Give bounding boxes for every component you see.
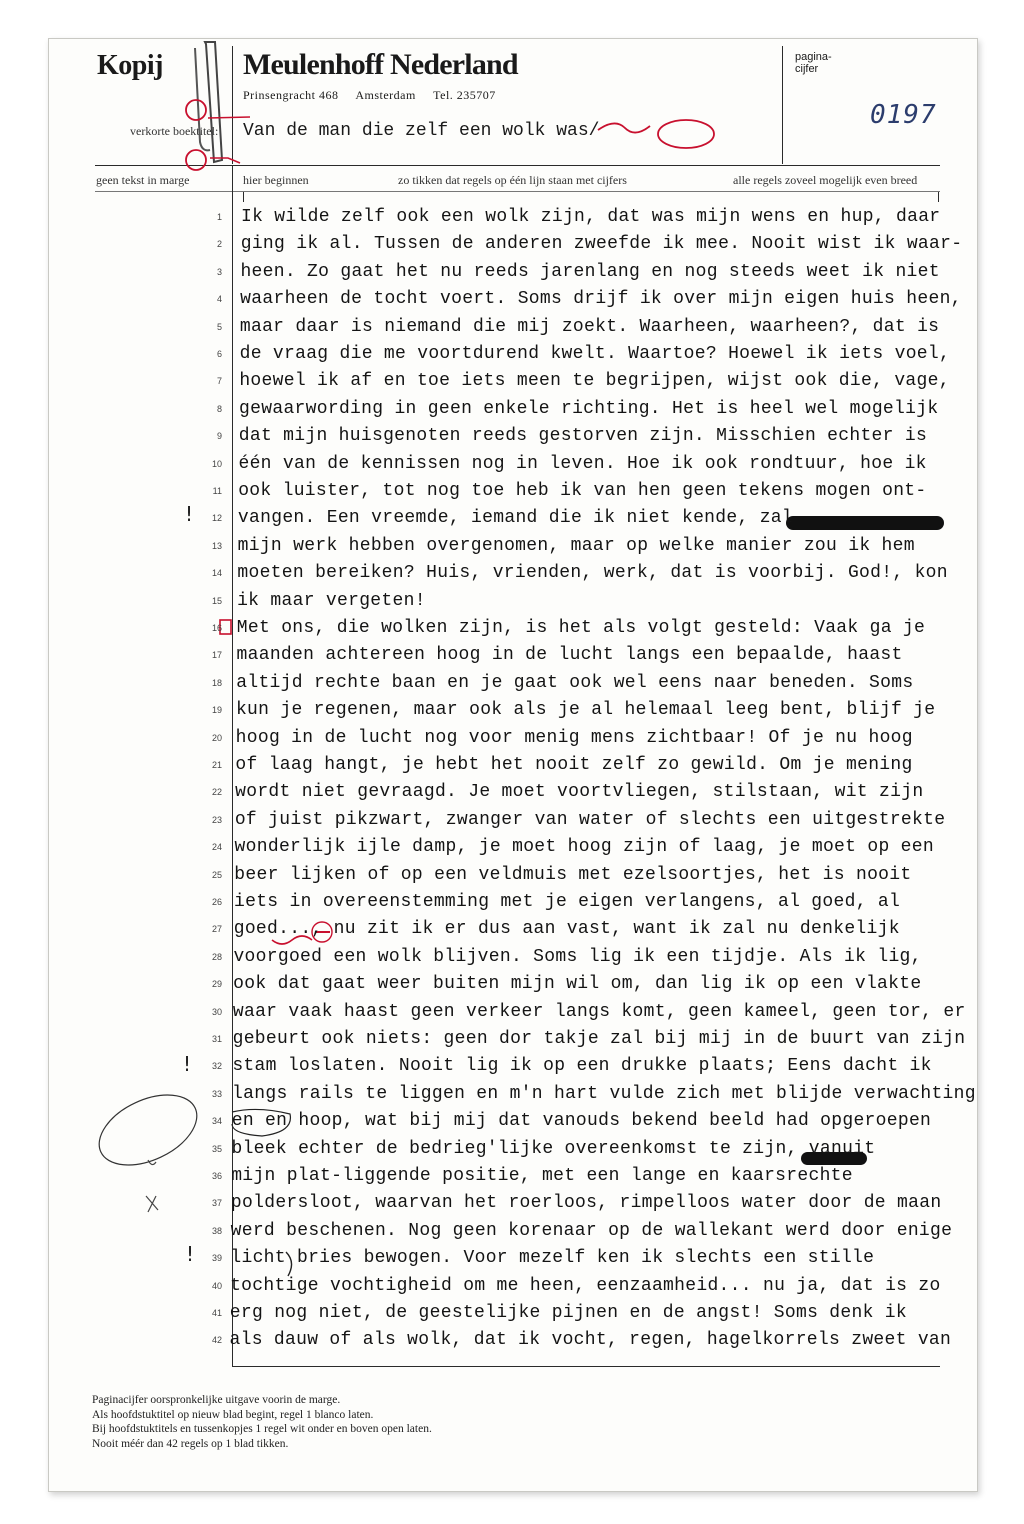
- typed-line: wordt niet gevraagd. Je moet voortvliegen, stilstaan, wit zijn: [235, 782, 924, 803]
- line-number: 39: [211, 1253, 222, 1264]
- typed-line: wonderlijk ijle damp, je moet hoog zijn of laag, je moet op een: [234, 837, 934, 858]
- pagina-box-rule: [782, 46, 783, 164]
- margin-exclamation-12: !: [185, 502, 194, 526]
- footer-line: Bij hoofdstuktitels en tussenkopjes 1 regel wit onder en boven open laten.: [92, 1423, 432, 1435]
- typed-line: moeten bereiken? Huis, vrienden, werk, dat is voorbij. God!, kon: [237, 563, 948, 584]
- typed-line: altijd rechte baan en je gaat ook wel eens naar beneden. Soms: [236, 672, 914, 693]
- line-number: 11: [212, 486, 222, 496]
- line-number: 25: [211, 869, 222, 880]
- line-number: 15: [211, 595, 222, 606]
- typed-line: of laag hangt, je hebt het nooit zelf zo gewild. Om je mening: [235, 755, 913, 775]
- typed-line: dat mijn huisgenoten reeds gestorven zijn. Misschien echter is: [238, 426, 928, 447]
- line-number: 13: [211, 540, 222, 551]
- guide-start: hier beginnen: [243, 173, 309, 187]
- line-number: 9: [216, 431, 222, 442]
- guide-numbers: zo tikken dat regels op één lijn staan met cijfers: [398, 173, 627, 187]
- footer-line: Nooit méér dan 42 regels op 1 blad tikken.: [92, 1437, 289, 1450]
- line-number: 28: [211, 951, 222, 962]
- typed-line: de vraag die me voortdurend kwelt. Waartoe? Hoewel ik iets voel,: [239, 344, 951, 364]
- pagina-label-line1: pagina-: [795, 51, 832, 63]
- publisher-address: [243, 88, 510, 103]
- pagina-label-line2: cijfer: [795, 63, 819, 75]
- typed-line: mijn werk hebben overgenomen, maar op welke manier zou ik hem: [237, 535, 915, 556]
- address-phone: Tel. 235707: [433, 88, 496, 102]
- line-number: 1: [216, 212, 222, 222]
- typed-line: iets in overeenstemming met je eigen verlangens, al goed, al: [234, 892, 901, 912]
- typed-line: één van de kennissen nog in leven. Hoe ik ook rondtuur, hoe ik: [238, 453, 927, 474]
- typed-line: waarheen de tocht voert. Soms drijf ik over mijn eigen huis heen,: [240, 289, 962, 310]
- typed-line: vangen. Een vreemde, iemand die ik niet kende, zal: [237, 508, 793, 529]
- margin-rule: [232, 166, 233, 1366]
- margin-exclamation-32: !: [183, 1052, 192, 1076]
- line-number: 17: [211, 650, 222, 661]
- typed-line: heen. Zo gaat het nu reeds jarenlang en nog steeds weet ik niet: [240, 261, 940, 282]
- line-number: 35: [211, 1143, 222, 1154]
- publisher-name: Meulenhoff Nederland: [243, 48, 518, 81]
- footer-line: Paginacijfer oorspronkelijke uitgave voorin de marge.: [92, 1394, 341, 1406]
- typed-line: ook dat gaat weer buiten mijn wil om, dan lig ik op een vlakte: [233, 974, 922, 995]
- line-number: 19: [211, 705, 222, 716]
- kopij-label: Kopij: [97, 50, 163, 81]
- typed-line: voorgoed een wolk blijven. Soms lig ik een tijdje. Als ik lig,: [233, 946, 922, 967]
- short-title-label: verkorte boektitel:: [130, 124, 219, 138]
- guides-bottom-rule: [95, 191, 940, 192]
- line-number: 7: [216, 376, 222, 387]
- line-number: 10: [211, 458, 222, 469]
- left-start-tick: [243, 192, 244, 202]
- header-bottom-rule: [95, 165, 940, 166]
- typed-line: werd beschenen. Nog geen korenaar op de wallekant werd door enige: [230, 1220, 953, 1241]
- address-street: Prinsengracht 468: [243, 88, 339, 102]
- typed-line: maanden achtereen hoog in de lucht langs een bepaalde, haast: [236, 645, 903, 666]
- line-number: 20: [211, 732, 222, 743]
- line-number: 24: [211, 842, 222, 853]
- line-number: 23: [211, 814, 222, 825]
- line-number: 41: [211, 1308, 222, 1318]
- margin-exclamation-39: !: [186, 1242, 195, 1266]
- typed-line: tochtige vochtigheid om me heen, eenzaamheid... nu ja, dat is zo: [230, 1275, 941, 1296]
- right-start-tick: [938, 192, 939, 202]
- line-number: 38: [211, 1225, 222, 1236]
- line-number: 14: [211, 568, 222, 579]
- typed-line: ook luister, tot nog toe heb ik van hen geen tekens mogen ont-: [238, 481, 927, 501]
- guide-margin: geen tekst in marge: [96, 173, 190, 187]
- footer-instructions: [92, 1393, 432, 1451]
- redaction-line12: [786, 516, 944, 530]
- typed-line: beer lijken of op een veldmuis met ezelsoortjes, het is nooit: [234, 864, 912, 885]
- line-number: 27: [211, 924, 222, 935]
- body-bottom-rule: [232, 1366, 940, 1367]
- typed-line: kun je regenen, maar ook als je al helemaal leeg bent, blijf je: [235, 700, 936, 721]
- footer-line: Als hoofdstuktitel op nieuw blad begint, regel 1 blanco laten.: [92, 1408, 374, 1421]
- typed-line: of juist pikzwart, zwanger van water of slechts een uitgestrekte: [234, 809, 946, 830]
- line-number: 5: [216, 321, 222, 332]
- line-number: 22: [211, 787, 222, 798]
- typed-line: Ik wilde zelf ook een wolk zijn, dat was mijn wens en hup, daar: [241, 207, 941, 227]
- line-number: 36: [211, 1171, 222, 1181]
- typed-line: langs rails te liggen en m'n hart vulde zich met blijde verwachting: [232, 1083, 976, 1104]
- typed-line: hoewel ik af en toe iets meen te begrijpen, wijst ook die, vage,: [239, 371, 950, 392]
- typed-line: ging ik al. Tussen de anderen zweefde ik mee. Nooit wist ik waar-: [240, 234, 963, 255]
- typed-line: Met ons, die wolken zijn, is het als volgt gesteld: Vaak ga je: [236, 618, 926, 638]
- typed-line: gebeurt ook niets: geen dor takje zal bij mij in de buurt van zijn: [232, 1029, 966, 1049]
- line-number: 16: [211, 623, 222, 633]
- line-number: 4: [216, 294, 222, 305]
- line-number: 33: [211, 1088, 222, 1099]
- short-title: Van de man die zelf een wolk was/: [243, 121, 600, 141]
- typed-line: als dauw of als wolk, dat ik vocht, regen, hagelkorrels zweet van: [229, 1330, 952, 1351]
- left-header-rule: [232, 46, 233, 164]
- line-number: 21: [211, 760, 222, 770]
- line-number: 8: [216, 403, 222, 414]
- typed-line: maar daar is niemand die mij zoekt. Waarheen, waarheen?, dat is: [239, 316, 940, 337]
- typed-line: erg nog niet, de geestelijke pijnen en de angst! Soms denk ik: [229, 1303, 908, 1323]
- line-number: 6: [216, 349, 222, 359]
- line-number: 37: [211, 1198, 222, 1209]
- typed-line: mijn plat-liggende positie, met een lange en kaarsrechte: [231, 1166, 853, 1186]
- line-number: 2: [216, 239, 222, 250]
- line-number: 42: [211, 1335, 222, 1346]
- typed-line: licht bries bewogen. Voor mezelf ken ik slechts een stille: [230, 1248, 875, 1269]
- typed-line: stam loslaten. Nooit lig ik op een drukke plaats; Eens dacht ik: [232, 1056, 932, 1077]
- guide-width: alle regels zoveel mogelijk even breed: [733, 173, 918, 187]
- line-number: 3: [216, 266, 222, 277]
- line-number: 40: [211, 1280, 222, 1291]
- line-number: 26: [211, 897, 222, 907]
- typed-line: hoog in de lucht nog voor menig mens zichtbaar! Of je nu hoog: [235, 727, 913, 748]
- pagina-cijfer-label: [795, 51, 855, 75]
- typed-line: en en hoop, wat bij mij dat vanouds bekend beeld had opgeroepen: [231, 1111, 932, 1132]
- line-number: 18: [211, 677, 222, 688]
- line-number: 29: [211, 979, 222, 990]
- line-number: 12: [211, 513, 222, 524]
- address-city: Amsterdam: [355, 88, 416, 102]
- typed-line: poldersloot, waarvan het roerloos, rimpelloos water door de maan: [230, 1193, 942, 1214]
- line-number: 34: [211, 1116, 222, 1127]
- line-number: 31: [211, 1034, 222, 1044]
- typed-line: ik maar vergeten!: [237, 590, 426, 611]
- line-number: 32: [211, 1061, 222, 1072]
- typed-line: bleek echter de bedrieg'lijke overeenkomst te zijn, vanuit: [231, 1138, 876, 1159]
- typed-line: goed..., nu zit ik er dus aan vast, want ik zal nu denkelijk: [233, 919, 900, 940]
- typed-line: waar vaak haast geen verkeer langs komt, geen kameel, geen tor, er: [232, 1001, 966, 1022]
- page-number: 0197: [870, 100, 937, 130]
- typed-line: gewaarwording in geen enkele richting. Het is heel wel mogelijk: [239, 398, 939, 419]
- line-number: 30: [211, 1006, 222, 1017]
